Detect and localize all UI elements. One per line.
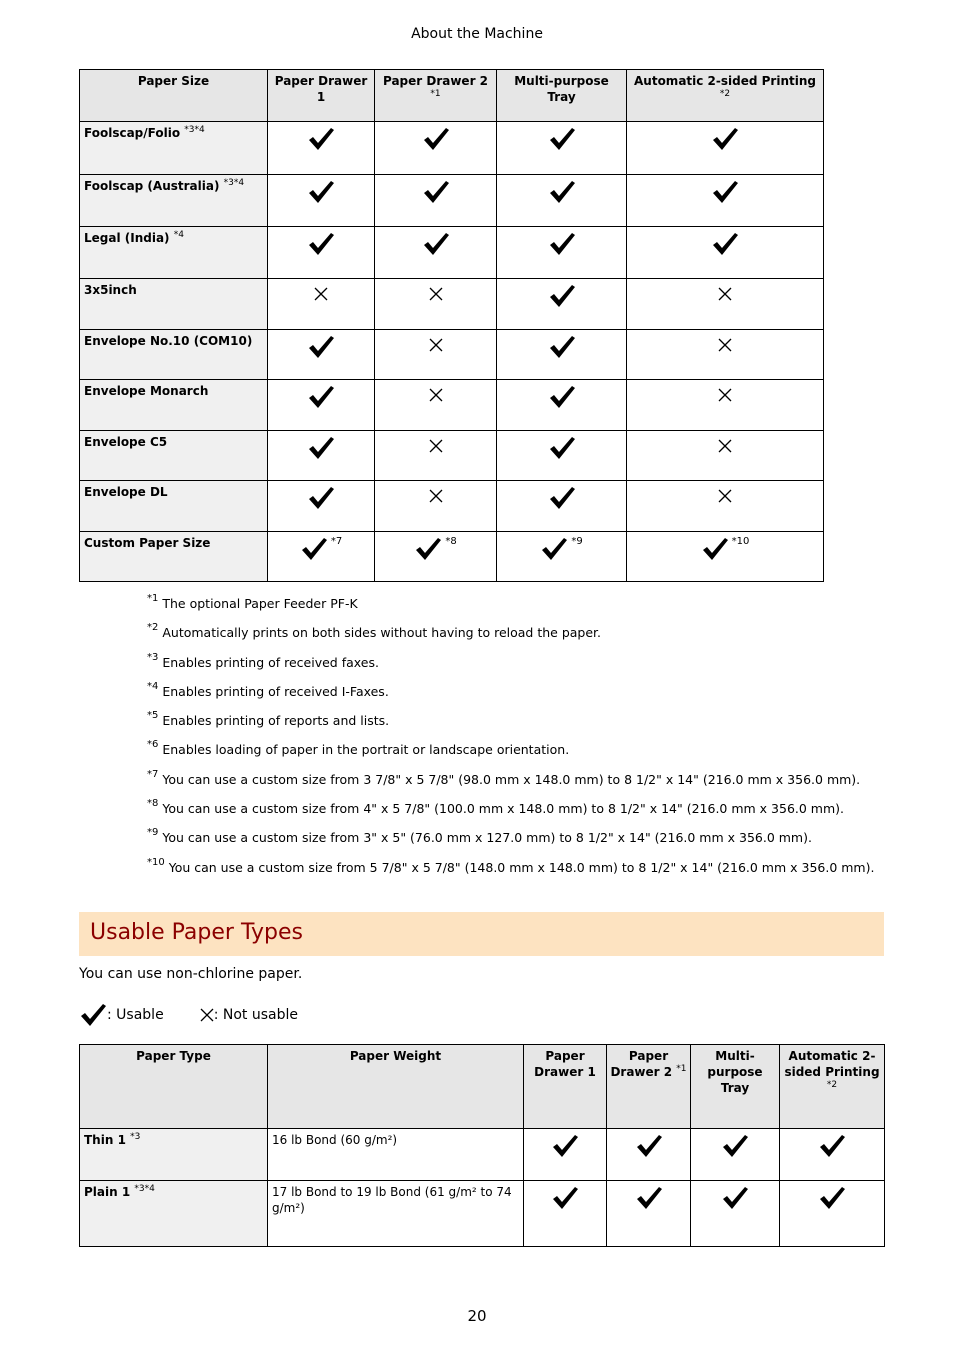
not-usable-cell [627, 380, 824, 431]
check-icon [307, 435, 335, 461]
row-header [80, 122, 268, 175]
not-usable-cell [375, 330, 497, 380]
not-usable-cell [375, 481, 497, 532]
footnote-text: Enables loading of paper in the portrait or landscape orientation. [162, 742, 570, 758]
footnote-text: Automatically prints on both sides without having to reload the paper. [162, 625, 602, 641]
table-row [80, 279, 824, 330]
check-icon [548, 231, 576, 257]
check-icon [548, 179, 576, 205]
check-icon [721, 1185, 749, 1211]
cross-icon [429, 338, 443, 352]
cell-label: Plain 1 [84, 1185, 131, 1199]
usable-cell [268, 431, 375, 481]
footnote-text: You can use a custom size from 3" x 5" (76.0 mm x 127.0 mm) to 8 1/2" x 14" (216.0 mm x 356.0 mm). [162, 830, 812, 846]
usable-cell [497, 481, 627, 532]
cell-label: Envelope DL [84, 485, 168, 499]
footnote-ref: *1 [676, 1064, 687, 1074]
usable-cell [497, 279, 627, 330]
footnote-ref: *3*4 [223, 178, 245, 188]
footnote [147, 856, 875, 889]
cell-label: Multi-purpose Tray [514, 74, 609, 104]
footnote-mark: *4 [147, 680, 159, 692]
usable-cell [524, 1129, 607, 1181]
cell-label: Paper Weight [349, 1049, 442, 1063]
check-icon [711, 126, 739, 152]
not-usable-cell [627, 431, 824, 481]
column-header [691, 1045, 780, 1129]
check-icon [548, 126, 576, 152]
check-icon [307, 334, 335, 360]
cross-icon [429, 388, 443, 402]
footnote-text: Enables printing of received I-Faxes. [162, 683, 389, 699]
cell-label: Paper Drawer 2 [382, 74, 489, 88]
cross-icon [718, 439, 732, 453]
column-header [268, 70, 375, 122]
row-header [80, 330, 268, 380]
usable-cell [524, 1181, 607, 1247]
cell-label: Foolscap (Australia) [84, 179, 220, 193]
usable-cell [268, 330, 375, 380]
paper-weight-cell: 17 lb Bond to 19 lb Bond (61 g/m² to 74 g/m²) [268, 1181, 524, 1247]
page-number: 20 [467, 1307, 487, 1325]
footnote-mark: *10 [147, 856, 165, 868]
column-header [524, 1045, 607, 1129]
check-icon [422, 179, 450, 205]
footnote-text: You can use a custom size from 5 7/8" x 5 7/8" (148.0 mm x 148.0 mm) to 8 1/2" x 14" (216.0 mm x 356.0 mm). [168, 859, 875, 875]
row-header [80, 227, 268, 279]
cross-icon [718, 388, 732, 402]
paper-type-table [79, 1044, 885, 1247]
check-icon [818, 1133, 846, 1159]
footnote-mark: *1 [147, 593, 159, 604]
usable-cell [497, 431, 627, 481]
usable-cell [497, 122, 627, 175]
cross-icon [314, 287, 328, 301]
not-usable-cell [627, 330, 824, 380]
usable-cell [497, 227, 627, 279]
footnote-text: You can use a custom size from 3 7/8" x 5 7/8" (98.0 mm x 148.0 mm) to 8 1/2" x 14" (216.0 mm x 356.0 mm). [162, 771, 861, 787]
not-usable-cell [375, 380, 497, 431]
usable-cell [268, 175, 375, 227]
table-row [80, 1181, 885, 1247]
check-icon [548, 283, 576, 309]
usable-cell [780, 1129, 885, 1181]
table-row [80, 1129, 885, 1181]
cross-icon [718, 287, 732, 301]
not-usable-cell [268, 279, 375, 330]
footnote-mark: *5 [147, 710, 159, 722]
table-row [80, 330, 824, 380]
row-header [80, 1129, 268, 1181]
check-icon [548, 384, 576, 410]
footnote [147, 710, 874, 742]
cell-label: Paper Type [136, 1049, 211, 1063]
footnote [147, 622, 874, 654]
table-row [80, 532, 824, 582]
usable-cell [375, 175, 497, 227]
usable-cell [375, 227, 497, 279]
usable-cell [627, 122, 824, 175]
usable-cell [268, 227, 375, 279]
table-row [80, 122, 824, 175]
footnote-ref: *3 [130, 1132, 141, 1142]
column-header [780, 1045, 885, 1129]
column-header [268, 1045, 524, 1129]
table-row [80, 227, 824, 279]
page-header: About the Machine [411, 26, 543, 42]
footnote-mark: *9 [147, 827, 159, 839]
usable-cell [497, 330, 627, 380]
footnote-mark: *2 [147, 622, 159, 634]
cell-label: Legal (India) [84, 231, 170, 245]
usable-cell [607, 1129, 691, 1181]
table-row [80, 431, 824, 481]
check-icon [548, 334, 576, 360]
footnote-ref: *8 [445, 536, 457, 547]
usable-cell [268, 532, 375, 582]
check-icon [635, 1185, 663, 1211]
usable-cell [497, 532, 627, 582]
check-icon [635, 1133, 663, 1159]
check-icon [422, 126, 450, 152]
not-usable-cell [375, 431, 497, 481]
cross-icon [429, 489, 443, 503]
table-row [80, 481, 824, 532]
usable-cell [375, 532, 497, 582]
cell-label: Paper Drawer 2 [610, 1049, 673, 1079]
footnote-text: The optional Paper Feeder PF-K [162, 596, 358, 611]
not-usable-cell [375, 279, 497, 330]
usable-cell [497, 175, 627, 227]
usable-cell [627, 532, 824, 582]
footnote [147, 680, 874, 713]
cross-icon [429, 287, 443, 301]
usable-cell [268, 122, 375, 175]
cell-label: Automatic 2-sided Printing [634, 74, 816, 88]
check-icon [551, 1133, 579, 1159]
cell-label: Paper Drawer 1 [534, 1049, 596, 1079]
footnote [147, 651, 874, 684]
footnote-ref: *3*4 [184, 125, 205, 135]
check-icon [711, 179, 739, 205]
cell-label: Foolscap/Folio [84, 126, 181, 140]
footnote-mark: *7 [147, 768, 159, 780]
check-icon [721, 1133, 749, 1159]
row-header [80, 279, 268, 330]
usable-cell [607, 1181, 691, 1247]
usable-cell [375, 122, 497, 175]
cell-label: Envelope C5 [84, 435, 168, 449]
check-icon [307, 384, 335, 410]
cell-label: Multi-purpose Tray [707, 1049, 763, 1095]
usable-cell [268, 380, 375, 431]
cell-label: Paper Size [137, 74, 210, 88]
footnote-ref: *7 [330, 536, 343, 547]
check-icon [414, 536, 442, 562]
check-icon [540, 536, 568, 562]
footnote [147, 739, 874, 771]
footnote-mark: *8 [147, 798, 159, 810]
check-icon [307, 126, 335, 152]
footnote-ref: *3*4 [134, 1184, 155, 1194]
column-header [80, 1045, 268, 1129]
footnote-ref: *2 [826, 1080, 838, 1090]
footnote [147, 798, 874, 830]
cell-label: Envelope No.10 (COM10) [84, 334, 253, 348]
cell-label: Envelope Monarch [84, 384, 209, 398]
legend-usable-label: : Usable [107, 1007, 164, 1023]
footnote-mark: *6 [147, 739, 159, 751]
section-intro: You can use non-chlorine paper. [79, 966, 303, 982]
row-header [80, 532, 268, 582]
cell-label: Automatic 2-sided Printing [784, 1049, 880, 1079]
paper-weight-cell: 16 lb Bond (60 g/m²) [268, 1129, 524, 1181]
check-icon [701, 536, 729, 562]
legend [79, 1002, 298, 1028]
column-header [607, 1045, 691, 1129]
footnote [147, 593, 874, 625]
check-icon [548, 485, 576, 511]
usable-cell [691, 1181, 780, 1247]
row-header [80, 1181, 268, 1247]
footnote-ref: *2 [719, 89, 731, 99]
usable-cell [691, 1129, 780, 1181]
table-row [80, 380, 824, 431]
check-icon [307, 485, 335, 511]
check-icon [711, 231, 739, 257]
footnote-text: Enables printing of reports and lists. [162, 713, 390, 729]
check-icon [551, 1185, 579, 1211]
usable-cell [627, 175, 824, 227]
check-icon [307, 231, 335, 257]
column-header [497, 70, 627, 122]
footnote-ref: *9 [571, 536, 583, 547]
footnote-text: Enables printing of received faxes. [162, 654, 379, 670]
footnote-ref: *1 [430, 89, 441, 99]
section-heading [79, 912, 884, 956]
footnote [147, 768, 874, 801]
footnote-ref: *10 [731, 536, 750, 547]
check-icon [422, 231, 450, 257]
footnote-mark: *3 [147, 651, 159, 663]
legend-not-usable-label: : Not usable [213, 1007, 298, 1023]
table-row [80, 175, 824, 227]
column-header [627, 70, 824, 122]
cell-label: Paper Drawer 1 [274, 74, 368, 104]
footnote [147, 827, 874, 859]
check-icon [79, 1002, 107, 1028]
paper-size-table [79, 69, 824, 582]
cell-label: 3x5inch [84, 283, 137, 297]
usable-cell [497, 380, 627, 431]
check-icon [548, 435, 576, 461]
row-header [80, 175, 268, 227]
check-icon [300, 536, 328, 562]
row-header [80, 481, 268, 532]
not-usable-cell [627, 279, 824, 330]
usable-cell [268, 481, 375, 532]
row-header [80, 431, 268, 481]
section-title: Usable Paper Types [90, 920, 303, 945]
cross-icon [429, 439, 443, 453]
check-icon [307, 179, 335, 205]
column-header [80, 70, 268, 122]
cross-icon [718, 338, 732, 352]
not-usable-cell [627, 481, 824, 532]
footnote-ref: *4 [173, 230, 184, 240]
row-header [80, 380, 268, 431]
check-icon [818, 1185, 846, 1211]
cell-label: Custom Paper Size [84, 536, 211, 550]
cross-icon [718, 489, 732, 503]
footnote-text: You can use a custom size from 4" x 5 7/8" (100.0 mm x 148.0 mm) to 8 1/2" x 14" (216.0 mm x 356.0 mm). [162, 801, 845, 817]
usable-cell [780, 1181, 885, 1247]
cell-label: Thin 1 [84, 1133, 126, 1147]
column-header [375, 70, 497, 122]
cross-icon [200, 1008, 214, 1022]
footnotes [147, 593, 875, 889]
usable-cell [627, 227, 824, 279]
